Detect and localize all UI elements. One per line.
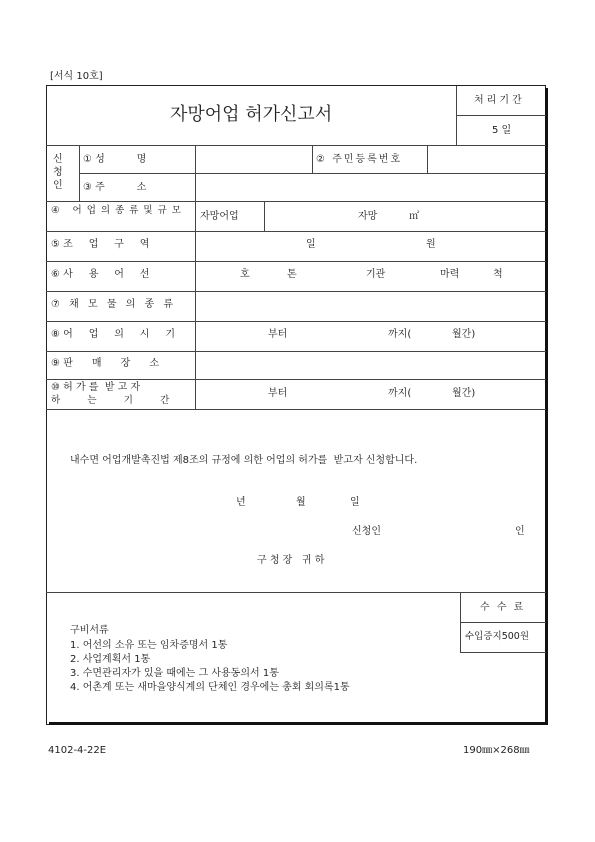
vessel-number-unit: 호 bbox=[240, 269, 250, 280]
date-day: 일 bbox=[350, 497, 360, 508]
permit-period-label-1: ⑩ 허 가 를 받 고 자 bbox=[51, 382, 141, 393]
document-item: 3. 수면관리자가 있을 때에는 그 사용동의서 1통 bbox=[70, 668, 279, 679]
fishing-period-months: 월간) bbox=[452, 329, 476, 340]
date-year: 년 bbox=[236, 497, 246, 508]
permit-period-to: 까지( bbox=[388, 388, 412, 399]
seal-mark: 인 bbox=[515, 526, 525, 537]
paper-size: 190㎜×268㎜ bbox=[463, 745, 530, 756]
processing-period-header: 처리기간 bbox=[474, 95, 525, 106]
address-label: ③ 주 소 bbox=[83, 182, 147, 193]
fishery-sub-label: 자망어업 bbox=[200, 211, 239, 222]
vessel-engine-unit: 기관 bbox=[366, 269, 386, 280]
operation-area-day: 일 bbox=[306, 239, 316, 250]
form-number: [서식 10호] bbox=[50, 71, 103, 82]
frame-shadow-bottom bbox=[49, 722, 548, 725]
name-field[interactable] bbox=[197, 147, 310, 172]
vessel-count-unit: 척 bbox=[493, 269, 503, 280]
fee-value: 수입증지500원 bbox=[465, 631, 530, 642]
document-item: 1. 어선의 소유 또는 임차증명서 1통 bbox=[70, 640, 228, 651]
vessel-label: ⑥ 사 용 어 선 bbox=[51, 269, 150, 280]
fishery-type-label: ④ 어업의종류및규모 bbox=[51, 205, 186, 216]
frame-shadow-right bbox=[545, 88, 548, 725]
operation-area-won: 원 bbox=[426, 239, 436, 250]
permit-period-from: 부터 bbox=[268, 388, 288, 399]
fee-header: 수 수 료 bbox=[480, 602, 526, 613]
date-month: 월 bbox=[296, 497, 306, 508]
form-title: 자망어업 허가신고서 bbox=[170, 104, 333, 125]
fishing-period-to: 까지( bbox=[388, 329, 412, 340]
name-label: ① 성 명 bbox=[83, 154, 147, 165]
form-code: 4102-4-22E bbox=[48, 745, 107, 756]
recipient: 구 청 장 귀 하 bbox=[257, 555, 325, 566]
sales-place-label: ⑨ 판 매 장 소 bbox=[51, 358, 160, 369]
processing-days: 5 일 bbox=[492, 125, 512, 136]
application-statement: 내수면 어업개발촉진법 제8조의 규정에 의한 어업의 허가를 받고자 신청합니다. bbox=[70, 455, 418, 466]
applicant-group-label: 신 청 인 bbox=[53, 154, 63, 191]
vessel-horsepower-unit: 마력 bbox=[440, 269, 460, 280]
fishing-period-label: ⑧ 어 업 의 시 기 bbox=[51, 329, 176, 340]
permit-period-label-2: 하 는 기 간 bbox=[51, 395, 170, 406]
fishing-period-from: 부터 bbox=[268, 329, 288, 340]
sales-place-field[interactable] bbox=[197, 353, 544, 378]
resident-number-label: ② 주민등록번호 bbox=[316, 154, 403, 165]
resident-number-field[interactable] bbox=[429, 147, 544, 172]
operation-area-label: ⑤ 조 업 구 역 bbox=[51, 239, 150, 250]
fishery-scale-value: 자망 ㎡ bbox=[358, 211, 420, 222]
applicant-sign-label: 신청인 bbox=[352, 526, 381, 537]
documents-title: 구비서류 bbox=[70, 625, 109, 636]
document-item: 4. 어촌계 또는 새마을양식계의 단체인 경우에는 총회 회의록1통 bbox=[70, 682, 350, 693]
catch-type-label: ⑦ 채 모 물 의 종 류 bbox=[51, 299, 176, 310]
vessel-ton-unit: 톤 bbox=[287, 269, 297, 280]
document-item: 2. 사업계획서 1통 bbox=[70, 654, 151, 665]
address-field[interactable] bbox=[197, 175, 544, 200]
permit-period-months: 월간) bbox=[452, 388, 476, 399]
catch-type-field[interactable] bbox=[197, 293, 544, 320]
